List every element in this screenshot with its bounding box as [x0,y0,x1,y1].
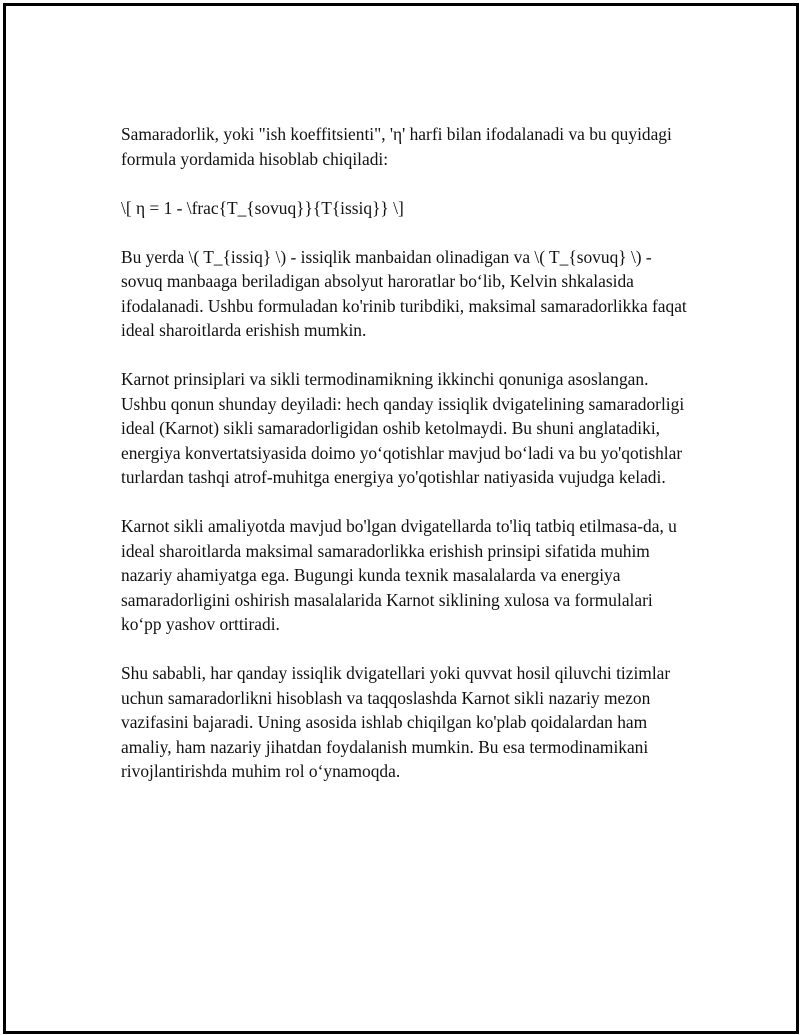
page-frame [3,3,799,1034]
paragraph-conclusion: Shu sababli, har qanday issiqlik dvigatellari yoki quvvat hosil qiluvchi tizimlar uchun samaradorlikni hisoblash va taqqoslashda Karnot sikli nazariy mezon vazifasini bajaradi. Uning asosida ishlab chiqilgan ko'plab qoidalardan ham amaliy, ham nazariy jihatdan foydalanish mumkin. Bu esa termodinamikani rivojlantirishda muhim rol o‘ynamoqda. [121,663,671,781]
paragraph-carnot-practice: Karnot sikli amaliyotda mavjud bo'lgan dvigatellarda to'liq tatbiq etilmasa-da, u ideal sharoitlarda maksimal samaradorlikka erishish prinsipi sifatida muhim nazariy ahamiyatga ega. Bugungi kunda texnik masalalarda va energiya samaradorligini oshirish masalalarida Karnot siklining xulosa va formulalari ko‘pp yashov orttiradi. [121,516,677,634]
formula-line: \[ η = 1 - \frac{T_{sovuq}}{T{issiq}} \] [121,197,404,218]
paragraph-efficiency-intro: Samaradorlik, yoki "ish koeffitsienti", 'η' harfi bilan ifodalanadi va bu quyidagi formula yordamida hisoblab chiqiladi: [121,124,672,169]
document-body [121,122,691,808]
paragraph-temperature-definitions: Bu yerda \( T_{issiq} \) - issiqlik manbaidan olinadigan va \( T_{sovuq} \) - sovuq manbaaga beriladigan absolyut haroratlar bo‘lib, Kelvin shkalasida ifodalanadi. Ushbu formuladan ko'rinib turibdiki, maksimal samaradorlikka faqat ideal sharoitlarda erishish mumkin. [121,246,687,340]
paragraph-second-law: Karnot prinsiplari va sikli termodinamikning ikkinchi qonuniga asoslangan. Ushbu qonun shunday deyiladi: hech qanday issiqlik dvigatelining samaradorligi ideal (Karnot) sikli samaradorligidan oshib ketolmaydi. Bu shuni anglatadiki, energiya konvertatsiyasida doimo yo‘qotishlar mavjud bo‘ladi va bu yo'qotishlar turlardan tashqi atrof-muhitga energiya yo'qotishlar natiyasida vujudga keladi. [121,369,685,487]
